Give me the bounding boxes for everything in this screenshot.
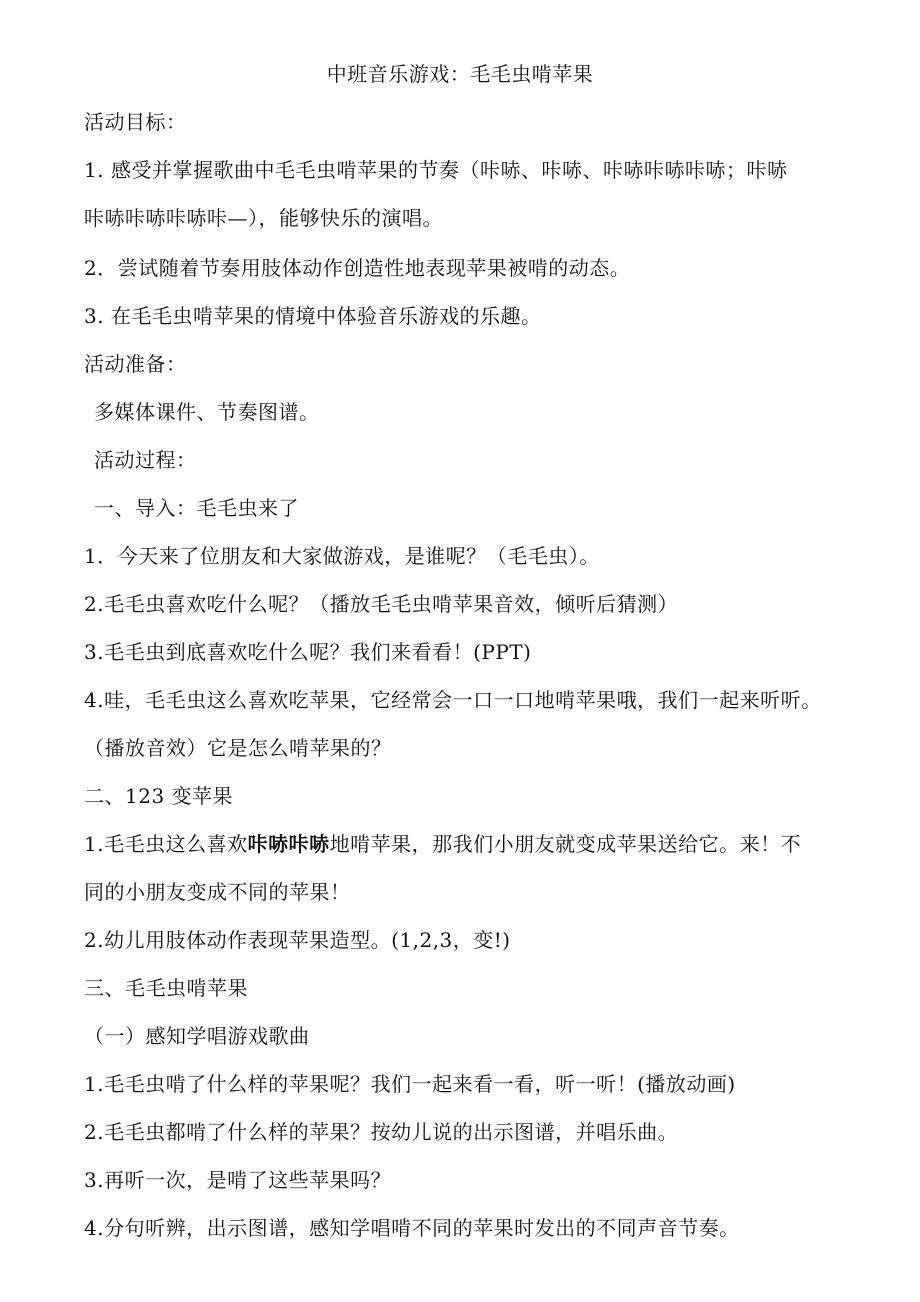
subsection-1-heading: （一）感知学唱游戏歌曲 — [84, 1024, 310, 1048]
section-1-item-4-line-1: 4.哇，毛毛虫这么喜欢吃苹果，它经常会一口一口地啃苹果哦，我们一起来听听。 — [84, 688, 822, 712]
section-2-item-1-line-2: 同的小朋友变成不同的苹果！ — [84, 880, 351, 904]
section-1-item-4-line-2: （播放音效）它是怎么啃苹果的？ — [84, 736, 392, 760]
section-3-heading: 三、毛毛虫啃苹果 — [84, 976, 248, 1000]
section-3-item-3: 3.再听一次，是啃了这些苹果吗？ — [84, 1168, 392, 1192]
goal-1-line-2: 咔哧咔哧咔哧咔—），能够快乐的演唱。 — [84, 206, 443, 230]
section-2-item-1-line-1 — [84, 830, 801, 858]
section-1-item-3: 3.毛毛虫到底喜欢吃什么呢？我们来看看！(PPT) — [84, 640, 532, 664]
section-3-item-2: 2.毛毛虫都啃了什么样的苹果？按幼儿说的出示图谱，并唱乐曲。 — [84, 1120, 679, 1144]
section-2-heading: 二、123 变苹果 — [84, 784, 234, 808]
section-1-item-2: 2.毛毛虫喜欢吃什么呢？（播放毛毛虫啃苹果音效，倾听后猜测） — [84, 592, 679, 616]
process-heading: 活动过程： — [94, 448, 197, 472]
section-1-item-1: 1．今天来了位朋友和大家做游戏，是谁呢？（毛毛虫）。 — [84, 544, 600, 568]
section-2-item-2: 2.幼儿用肢体动作表现苹果造型。(1,2,3，变!) — [84, 928, 511, 952]
section-3-item-4: 4.分句听辨，出示图谱，感知学唱啃不同的苹果时发出的不同声音节奏。 — [84, 1216, 740, 1240]
section-2-item-1-prefix: 1.毛毛虫这么喜欢 — [84, 832, 248, 856]
goals-heading: 活动目标： — [84, 110, 187, 134]
section-3-item-1: 1.毛毛虫啃了什么样的苹果呢？我们一起来看一看，听一听！(播放动画) — [84, 1072, 736, 1096]
prep-heading: 活动准备： — [84, 352, 187, 376]
section-1-heading: 一、导入：毛毛虫来了 — [94, 496, 299, 520]
section-2-item-1-emphasis: 咔哧咔哧 — [247, 832, 330, 856]
goal-3: 3. 在毛毛虫啃苹果的情境中体验音乐游戏的乐趣。 — [84, 304, 542, 328]
prep-content: 多媒体课件、节奏图谱。 — [94, 400, 320, 424]
goal-2: 2．尝试随着节奏用肢体动作创造性地表现苹果被啃的动态。 — [84, 256, 631, 280]
goal-1-line-1: 1. 感受并掌握歌曲中毛毛虫啃苹果的节奏（咔哧、咔哧、咔哧咔哧咔哧；咔哧 — [84, 158, 788, 182]
section-2-item-1-suffix: 地啃苹果，那我们小朋友就变成苹果送给它。来！不 — [329, 832, 802, 856]
document-title: 中班音乐游戏：毛毛虫啃苹果 — [326, 62, 594, 86]
